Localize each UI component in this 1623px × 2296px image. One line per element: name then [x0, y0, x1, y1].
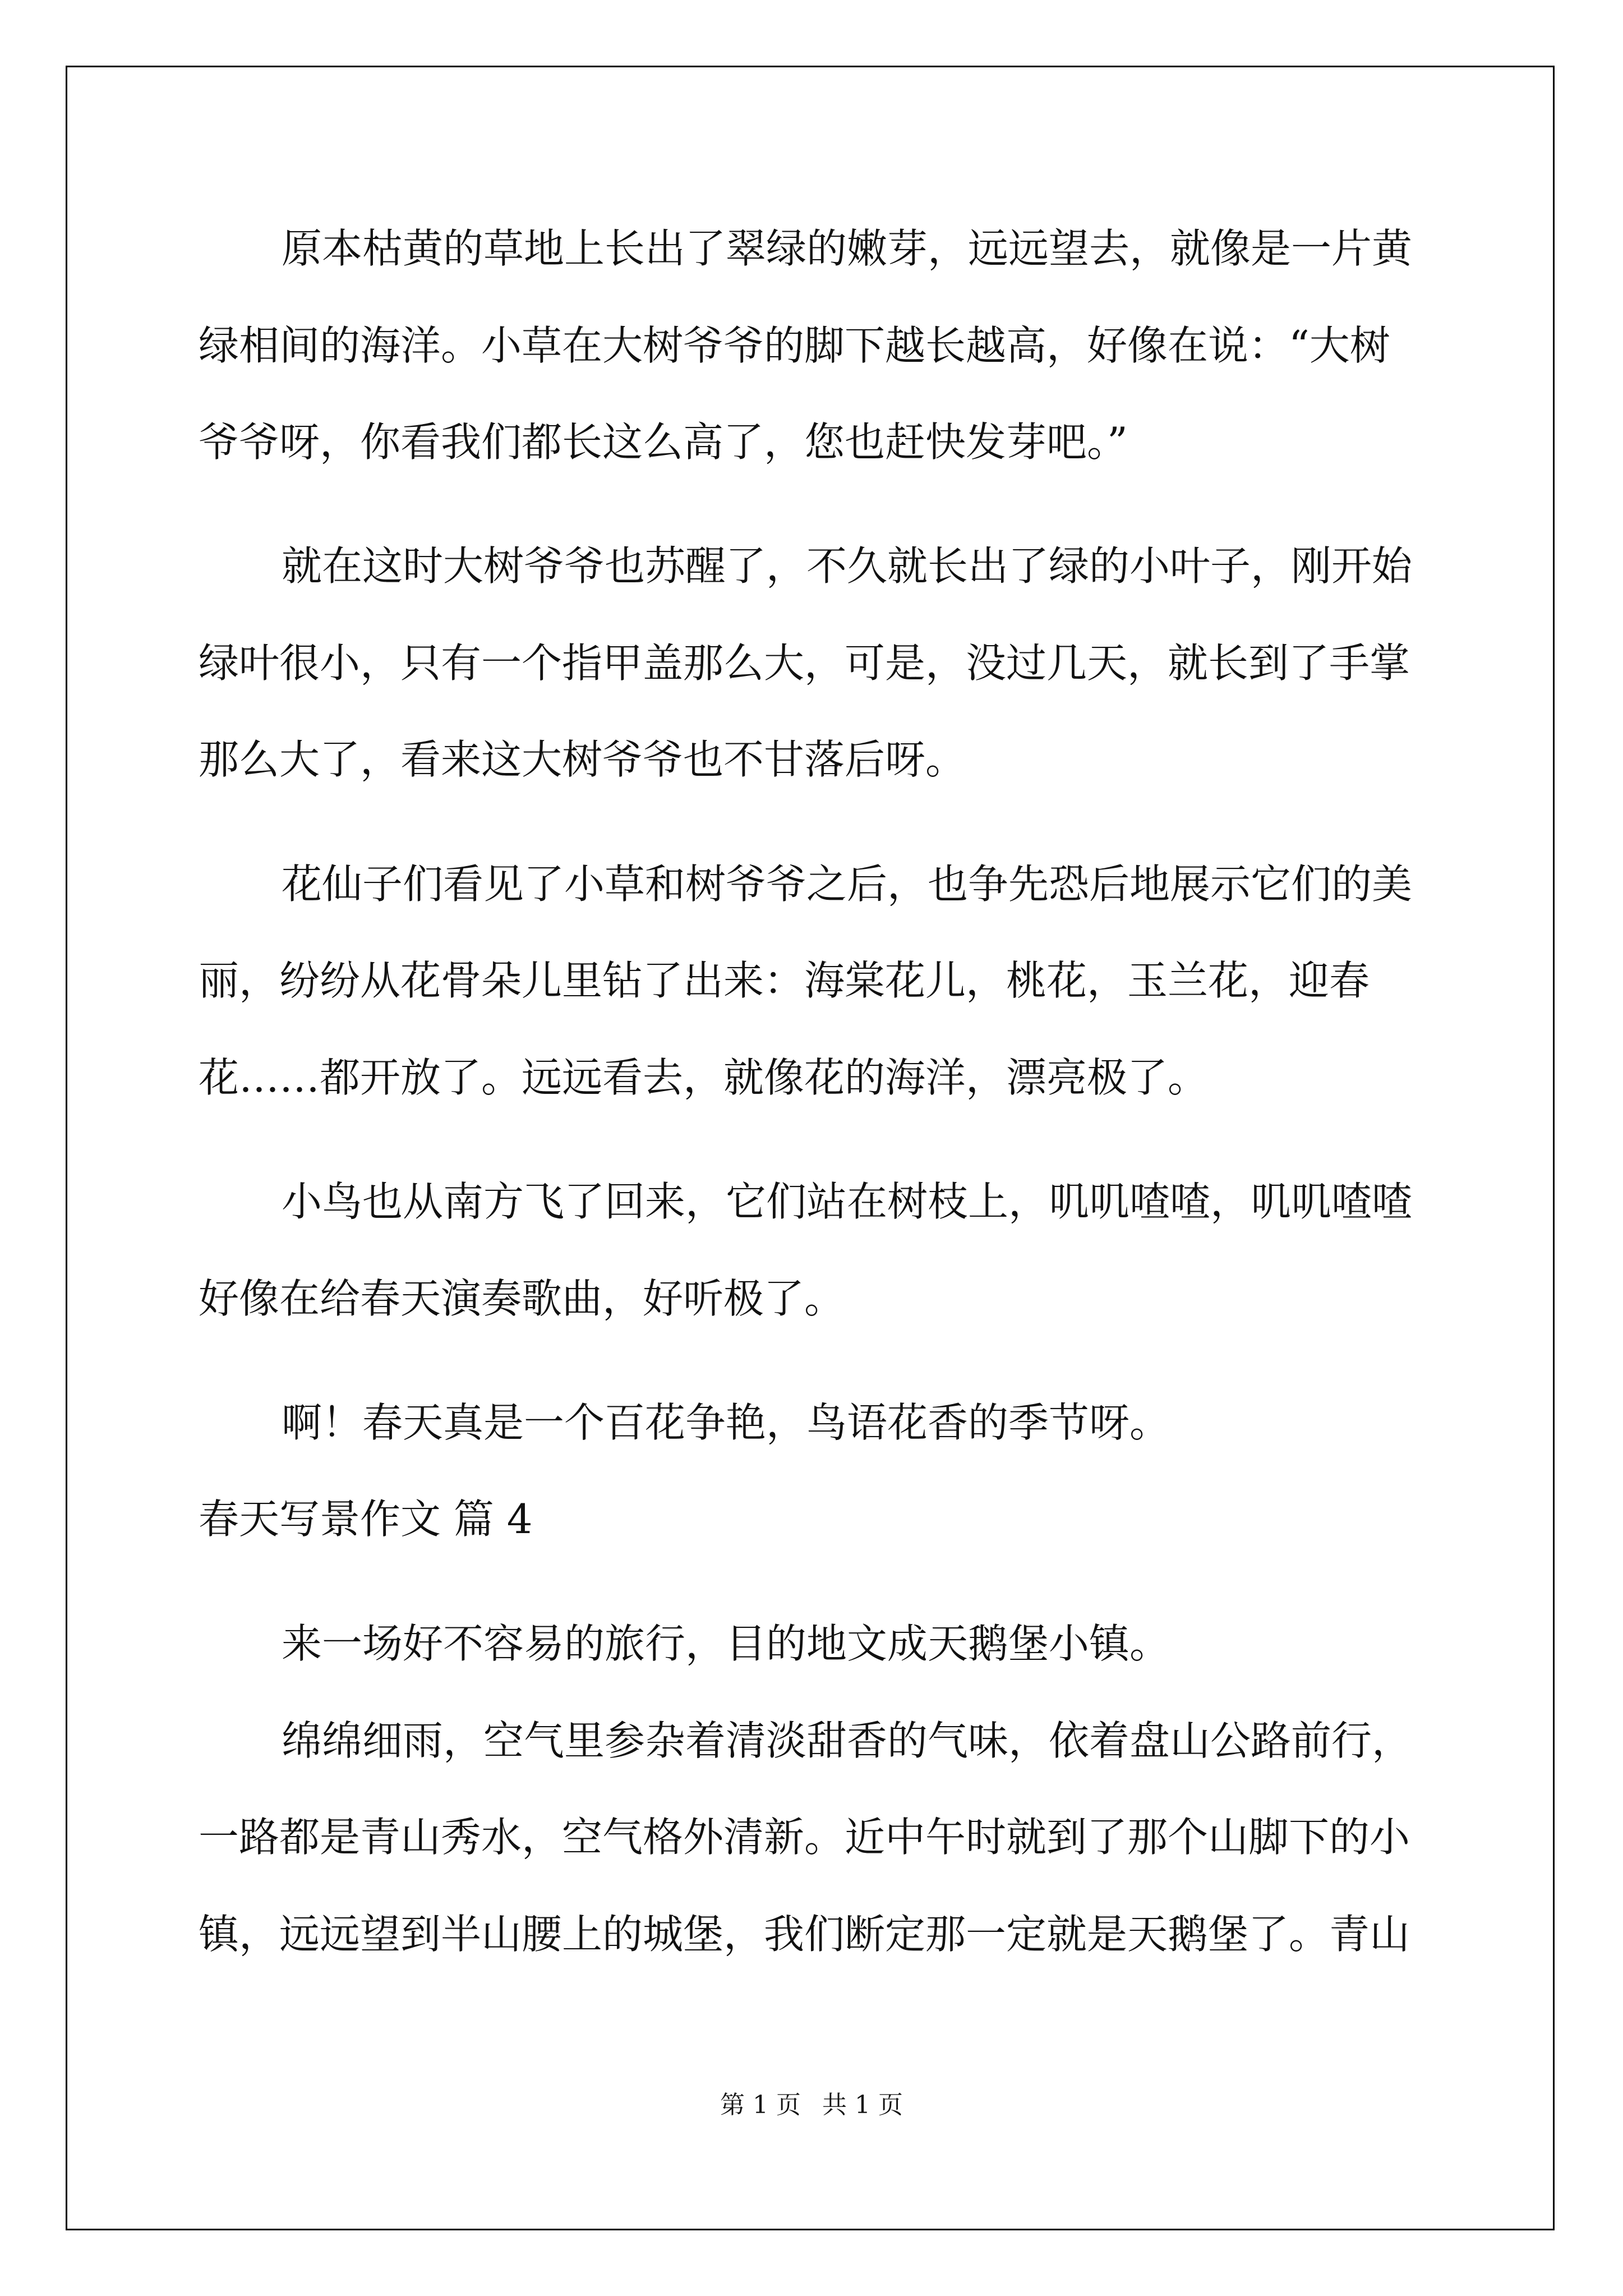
- paragraph-1-line-1: 原本枯黄的草地上长出了翠绿的嫩芽，远远望去，就像是一片黄: [282, 225, 1413, 272]
- page-total: 共 1 页: [822, 2091, 903, 2119]
- paragraph-6-line-1: 来一场好不容易的旅行，目的地文成天鹅堡小镇。: [282, 1620, 1170, 1667]
- paragraph-2-line-2: 绿叶很小，只有一个指甲盖那么大，可是，没过几天，就长到了手掌: [199, 639, 1410, 687]
- paragraph-4-line-2: 好像在给春天演奏歌曲，好听极了。: [199, 1275, 845, 1322]
- paragraph-3-line-1: 花仙子们看见了小草和树爷爷之后，也争先恐后地展示它们的美: [282, 861, 1413, 908]
- paragraph-5-line-1: 啊！春天真是一个百花争艳，鸟语花香的季节呀。: [282, 1399, 1170, 1446]
- paragraph-2-line-3: 那么大了，看来这大树爷爷也不甘落后呀。: [199, 736, 966, 783]
- paragraph-7-line-2: 一路都是青山秀水，空气格外清新。近中午时就到了那个山脚下的小: [199, 1814, 1410, 1861]
- paragraph-7-line-3: 镇，远远望到半山腰上的城堡，我们断定那一定就是天鹅堡了。青山: [199, 1911, 1410, 1958]
- page-footer: [0, 2085, 1623, 2120]
- paragraph-1-line-2: 绿相间的海洋。小草在大树爷爷的脚下越长越高，好像在说：“大树: [199, 322, 1390, 369]
- paragraph-3-line-2: 丽，纷纷从花骨朵儿里钻了出来：海棠花儿，桃花，玉兰花，迎春: [199, 957, 1370, 1004]
- paragraph-4-line-1: 小鸟也从南方飞了回来，它们站在树枝上，叽叽喳喳，叽叽喳喳: [282, 1178, 1413, 1225]
- page-number: 第 1 页: [720, 2091, 801, 2119]
- paragraph-3-line-3: 花……都开放了。远远看去，就像花的海洋，漂亮极了。: [199, 1054, 1209, 1101]
- paragraph-2-line-1: 就在这时大树爷爷也苏醒了，不久就长出了绿的小叶子，刚开始: [282, 542, 1413, 590]
- paragraph-7-line-1: 绵绵细雨，空气里参杂着清淡甜香的气味，依着盘山公路前行，: [282, 1717, 1413, 1764]
- section-heading: 春天写景作文 篇 4: [199, 1496, 533, 1543]
- paragraph-1-line-3: 爷爷呀，你看我们都长这么高了，您也赶快发芽吧。”: [199, 418, 1128, 466]
